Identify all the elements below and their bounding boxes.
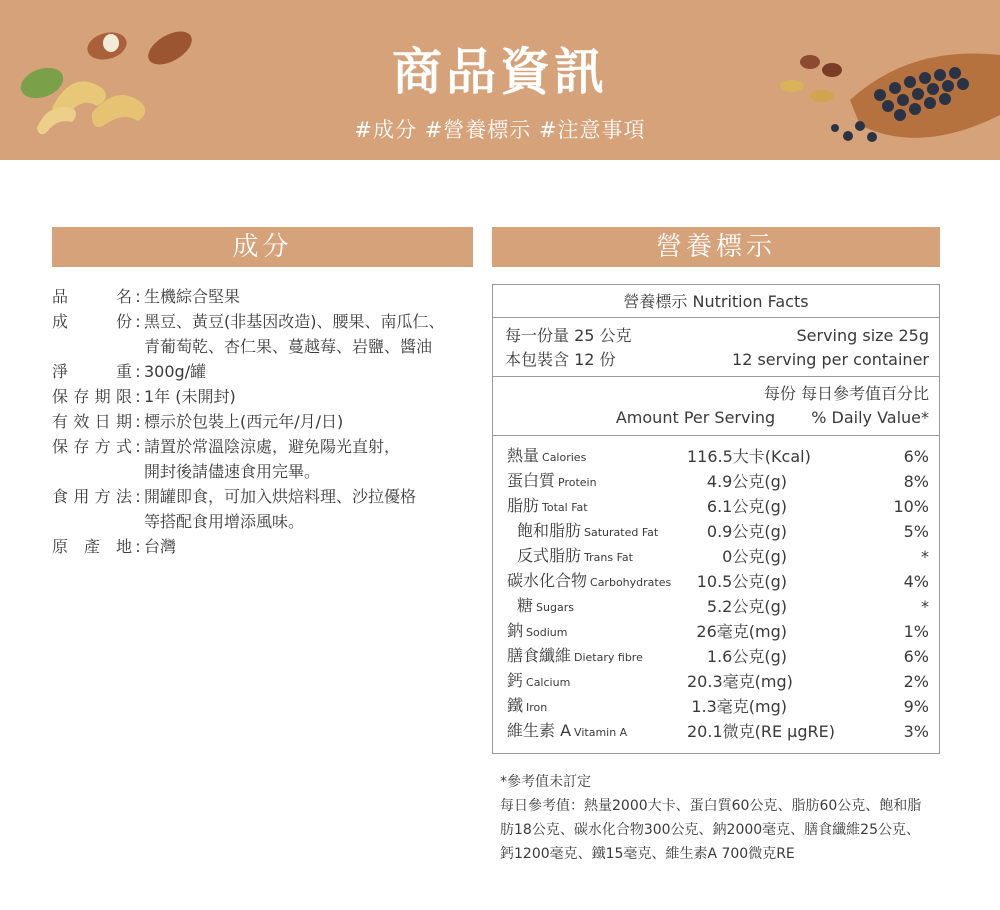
nutrient-name-en: Sodium: [526, 626, 568, 639]
ingredient-value: 青葡萄乾、杏仁果、蔓越莓、岩鹽、醬油: [144, 337, 433, 356]
ingredient-value: 黑豆、黃豆(非基因改造)、腰果、南瓜仁、: [144, 312, 445, 331]
ingredient-label: 淨重: [52, 362, 132, 381]
note-line: 鈣1200毫克、鐵15毫克、維生素A 700微克RE: [500, 846, 795, 862]
nutrient-row: [507, 544, 929, 569]
ingredient-value: 開罐即食，可加入烘焙料理、沙拉優格: [144, 487, 417, 506]
ingredient-row-expiry: 有效日期 : 標示於包裝上(西元年/月/日): [52, 409, 473, 434]
nutrient-name-zh: 脂肪: [507, 496, 540, 515]
nutrient-name-zh: 膳食纖維: [507, 646, 572, 665]
nutrient-name: [507, 668, 687, 695]
nutrient-name-en: Calcium: [526, 676, 571, 689]
nutrient-name: [507, 443, 687, 470]
nutrient-amount: 26毫克(mg): [696, 622, 787, 641]
nutrient-name-en: Sugars: [536, 601, 574, 614]
nutrient-amount: 20.1微克(RE μgRE): [687, 722, 835, 741]
nutrient-amount: 0公克(g): [722, 547, 787, 566]
nutrient-name-zh: 鈣: [507, 671, 524, 690]
nutrition-facts-table: [492, 284, 940, 754]
ingredient-label: 品名: [52, 287, 132, 306]
nutrient-amount: 0.9公克(g): [706, 522, 787, 541]
servings-per-container-en: 12 serving per container: [732, 350, 929, 369]
nutrient-name-zh: 熱量: [507, 446, 540, 465]
ingredient-label: 食用方法: [52, 487, 132, 506]
note-line: 每日參考值：熱量2000大卡、蛋白質60公克、脂肪60公克、飽和脂: [500, 798, 922, 814]
nutrient-daily-value: *: [921, 547, 929, 566]
header-banner: [0, 0, 1000, 160]
nutrient-name: [507, 543, 687, 570]
nutrient-name-en: Vitamin A: [574, 726, 628, 739]
ingredient-label: 保存方式: [52, 437, 132, 456]
nutrient-name: [507, 718, 687, 745]
nutrient-name: [507, 643, 687, 670]
nutrient-name: [507, 593, 687, 620]
serving-size-en: Serving size 25g: [796, 326, 929, 345]
page-title: 商品資訊: [392, 43, 608, 101]
nutrient-daily-value: 10%: [893, 497, 929, 516]
ingredient-value: 生機綜合堅果: [144, 287, 241, 306]
ingredient-value: 等搭配食用增添風味。: [144, 512, 305, 531]
nutrient-amount: 116.5大卡(Kcal): [687, 447, 811, 466]
ingredient-label: 有效日期: [52, 412, 132, 431]
nutrient-name-zh: 蛋白質: [507, 471, 556, 490]
nutrient-amount: 10.5公克(g): [696, 572, 787, 591]
nutrient-name-en: Calories: [542, 451, 587, 464]
nutrient-row: [507, 469, 929, 494]
nutrient-name-en: Protein: [558, 476, 597, 489]
nutrient-name-en: Total Fat: [542, 501, 588, 514]
column-header-amount: Amount Per Serving: [615, 408, 776, 427]
nutrient-name: [507, 618, 687, 645]
nutrient-name: [507, 693, 687, 720]
nutrient-daily-value: 2%: [903, 672, 929, 691]
ingredient-label: 成份: [52, 312, 132, 331]
nutrient-name-en: Saturated Fat: [584, 526, 659, 539]
ingredient-row-weight: 淨重 : 300g/罐: [52, 359, 473, 384]
ingredient-value: 標示於包裝上(西元年/月/日): [144, 412, 344, 431]
nutrient-name: [507, 568, 687, 595]
nutrient-amount: 5.2公克(g): [706, 597, 787, 616]
nutrient-name-zh: 鐵: [507, 696, 524, 715]
ingredient-value: 1年 (未開封): [144, 387, 236, 406]
nutrient-name-en: Carbohydrates: [590, 576, 672, 589]
nutrient-daily-value: 3%: [903, 722, 929, 741]
nutrient-row: [507, 519, 929, 544]
note-line: 肪18公克、碳水化合物300公克、鈉2000毫克、膳食纖維25公克、: [500, 822, 920, 838]
nutrient-amount: 20.3毫克(mg): [687, 672, 793, 691]
nutrition-facts-title: 營養標示 Nutrition Facts: [493, 285, 939, 318]
nutrient-row: [507, 694, 929, 719]
nutrient-row: [507, 494, 929, 519]
nutrient-daily-value: 5%: [903, 522, 929, 541]
column-header-zh: 每份 每日參考值百分比: [763, 384, 929, 403]
nutrient-amount: 6.1公克(g): [706, 497, 787, 516]
ingredient-row-shelf-life: 保存期限 : 1年 (未開封): [52, 384, 473, 409]
nutrient-amount: 1.3毫克(mg): [691, 697, 787, 716]
nutrient-row: [507, 569, 929, 594]
ingredient-row-name: 品名 : 生機綜合堅果: [52, 284, 473, 309]
ingredient-value: 300g/罐: [144, 362, 207, 381]
note-line: *參考值未訂定: [500, 774, 591, 790]
nutrient-name-zh: 碳水化合物: [507, 571, 588, 590]
nutrient-daily-value: 4%: [903, 572, 929, 591]
nutrient-row: [507, 669, 929, 694]
nutrient-row: [507, 644, 929, 669]
ingredient-row-origin: 原產地 : 台灣: [52, 534, 473, 559]
ingredient-row-usage: 食用方法 : 開罐即食，可加入烘焙料理、沙拉優格 等搭配食用增添風味。: [52, 484, 473, 534]
serving-size-zh: 每一份量 25 公克: [505, 326, 632, 345]
nutrient-row: [507, 619, 929, 644]
nutrient-amount: 1.6公克(g): [706, 647, 787, 666]
nutrient-daily-value: 6%: [903, 647, 929, 666]
nutrient-name-en: Iron: [526, 701, 548, 714]
nutrition-rows: [493, 436, 939, 744]
nutrient-row: [507, 594, 929, 619]
nutrient-row: [507, 444, 929, 469]
serving-info: [493, 318, 939, 377]
ingredient-row-storage: 保存方式 : 請置於常溫陰涼處，避免陽光直射， 開封後請儘速食用完畢。: [52, 434, 473, 484]
nutrient-name-zh: 鈉: [507, 621, 524, 640]
ingredient-label: 保存期限: [52, 387, 132, 406]
nutrient-daily-value: *: [921, 597, 929, 616]
nutrient-row: [507, 719, 929, 744]
ingredient-value: 開封後請儘速食用完畢。: [144, 462, 321, 481]
ingredient-value: 請置於常溫陰涼處，避免陽光直射，: [144, 437, 401, 456]
nutrition-notes: [500, 770, 945, 866]
nutrition-column-header: [493, 377, 939, 436]
nutrient-name: [507, 493, 687, 520]
nutrient-name: [507, 468, 687, 495]
nutrient-name: [507, 518, 687, 545]
column-header-daily-value: % Daily Value*: [811, 408, 929, 427]
nutrient-daily-value: 9%: [903, 697, 929, 716]
nutrition-heading: 營養標示: [492, 227, 940, 267]
nutrient-name-zh: 反式脂肪: [517, 546, 582, 565]
ingredient-label: 原產地: [52, 537, 132, 556]
ingredient-row-contents: 成份 : 黑豆、黃豆(非基因改造)、腰果、南瓜仁、 青葡萄乾、杏仁果、蔓越莓、岩鹽、醬油: [52, 309, 473, 359]
nutrient-name-en: Dietary fibre: [574, 651, 643, 664]
ingredients-heading: 成分: [52, 227, 473, 267]
ingredient-value: 台灣: [144, 537, 177, 556]
nutrient-name-zh: 飽和脂肪: [517, 521, 582, 540]
page-tags: #成分 #營養標示 #注意事項: [354, 118, 646, 142]
nutrient-daily-value: 1%: [903, 622, 929, 641]
nutrient-daily-value: 6%: [903, 447, 929, 466]
ingredients-list: [52, 284, 473, 559]
nutrient-daily-value: 8%: [903, 472, 929, 491]
servings-per-container-zh: 本包裝含 12 份: [505, 350, 616, 369]
nutrient-amount: 4.9公克(g): [706, 472, 787, 491]
nutrient-name-en: Trans Fat: [584, 551, 633, 564]
nutrient-name-zh: 維生素 A: [507, 721, 572, 740]
nutrient-name-zh: 糖: [517, 596, 534, 615]
